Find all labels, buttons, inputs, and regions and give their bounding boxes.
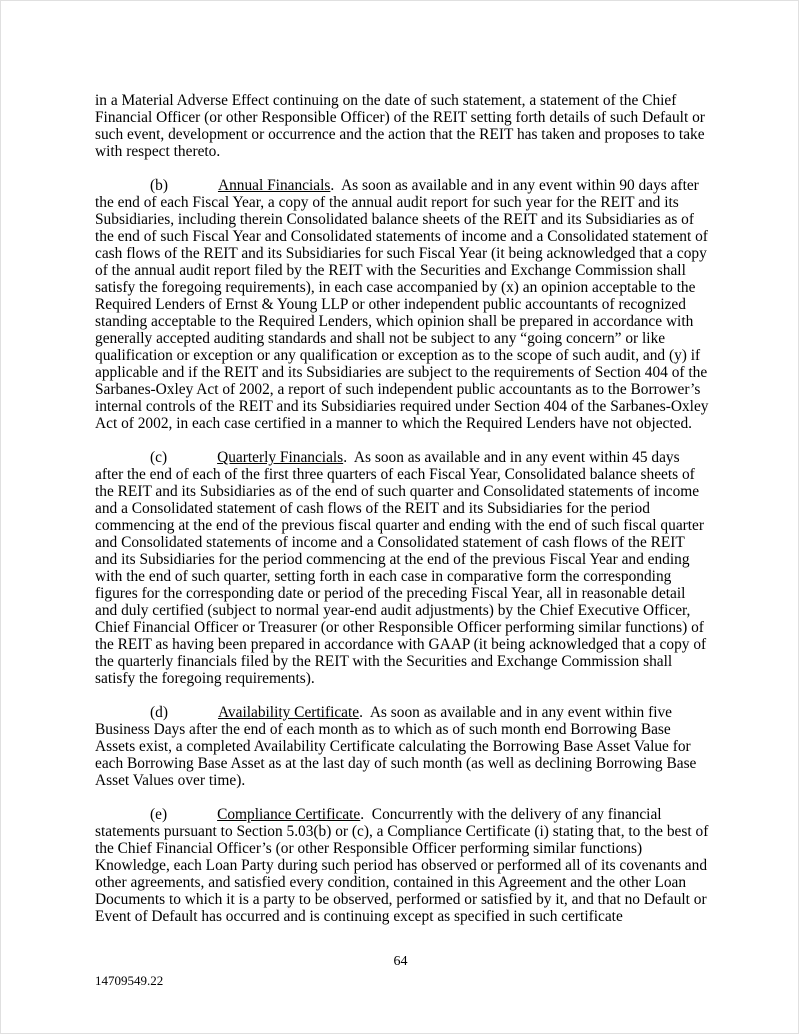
clause-label: (b)	[150, 177, 168, 194]
clause-e-compliance-certificate	[95, 806, 709, 925]
clause-label: (d)	[150, 704, 168, 721]
clause-body: . As soon as available and in any event within five Business Days after the end of each month as to which as of such month end Borrowing Base Assets exist, a completed Availability Certificate calculating the Borrowing Base Asset Value for each Borrowing Base Asset as at the last day of such month (as well as declining Borrowing Base Asset Values over time).	[95, 704, 697, 789]
clause-heading: Availability Certificate	[217, 704, 360, 721]
clause-label: (e)	[150, 806, 168, 823]
clause-label: (c)	[150, 449, 168, 466]
clause-heading: Annual Financials	[217, 177, 331, 194]
clause-heading: Quarterly Financials	[217, 449, 344, 466]
clause-heading: Compliance Certificate	[217, 806, 361, 823]
document-id-footer: 14709549.22	[95, 973, 164, 988]
clause-c-quarterly-financials	[95, 449, 709, 687]
clause-body: . As soon as available and in any event within 90 days after the end of each Fiscal Year, a copy of the annual audit report for such year for the REIT and its Subsidiaries, including therein Consolidated balance sheets of the REIT and its Subsidiaries as of the end of such Fiscal Year and Consolidated statements of income and a Consolidated statement of cash flows of the REIT and its Subsidiaries for such Fiscal Year (it being acknowledged that a copy of the annual audit report filed by the REIT with the Securities and Exchange Commission shall satisfy the foregoing requirements), in each case accompanied by (x) an opinion acceptable to the Required Lenders of Ernst & Young LLP or other independent public accountants of recognized standing acceptable to the Required Lenders, which opinion shall be prepared in accordance with generally accepted auditing standards and shall not be subject to any “going concern” or like qualification or exception or any qualification or exception as to the scope of such audit, and (y) if applicable and if the REIT and its Subsidiaries are subject to the requirements of Section 404 of the Sarbanes-Oxley Act of 2002, a report of such independent public accountants as to the Borrower’s internal controls of the REIT and its Subsidiaries required under Section 404 of the Sarbanes-Oxley Act of 2002, in each case certified in a manner to which the Required Lenders have not objected.	[95, 177, 709, 432]
clause-d-availability-certificate	[95, 704, 709, 789]
clause-body: . Concurrently with the delivery of any financial statements pursuant to Section 5.03(b) or (c), a Compliance Certificate (i) stating that, to the best of the Chief Financial Officer’s (or other Responsible Officer performing similar functions) Knowledge, each Loan Party during such period has observed or performed all of its covenants and other agreements, and satisfied every condition, contained in this Agreement and the other Loan Documents to which it is a party to be observed, performed or satisfied by it, and that no Default or Event of Default has occurred and is continuing except as specified in such certificate	[95, 806, 709, 925]
document-body	[95, 92, 709, 925]
clause-body: . As soon as available and in any event within 45 days after the end of each of the first three quarters of each Fiscal Year, Consolidated balance sheets of the REIT and its Subsidiaries as of the end of such quarter and Consolidated statements of income and a Consolidated statement of cash flows of the REIT and its Subsidiaries for the period commencing at the end of the previous fiscal quarter and ending with the end of such fiscal quarter and Consolidated statements of income and a Consolidated statement of cash flows of the REIT and its Subsidiaries for the period commencing at the end of the previous Fiscal Year and ending with the end of such quarter, setting forth in each case in comparative form the corresponding figures for the corresponding date or period of the preceding Fiscal Year, all in reasonable detail and duly certified (subject to normal year-end audit adjustments) by the Chief Executive Officer, Chief Financial Officer or Treasurer (or other Responsible Officer performing similar functions) of the REIT as having been prepared in accordance with GAAP (it being acknowledged that a copy of the quarterly financials filed by the REIT with the Securities and Exchange Commission shall satisfy the foregoing requirements).	[95, 449, 707, 687]
clause-b-annual-financials	[95, 177, 709, 432]
paragraph-continuation: in a Material Adverse Effect continuing on the date of such statement, a statement of the Chief Financial Officer (or other Responsible Officer) of the REIT setting forth details of such Default or such event, development or occurrence and the action that the REIT has taken and proposes to take with respect thereto.	[95, 92, 705, 160]
page-number: 64	[393, 954, 408, 969]
